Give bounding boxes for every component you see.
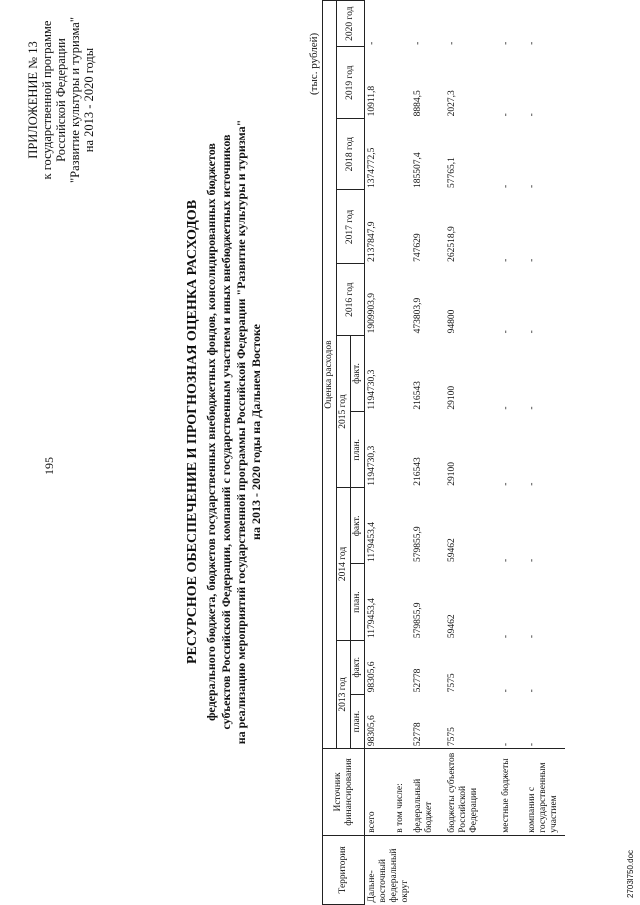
value-cell: 579855,9 [412,602,423,639]
value-cell: - [526,743,537,747]
source-cell: местные бюджеты [499,749,525,836]
value-cell: 262518,9 [446,226,457,262]
value-cell [393,118,411,190]
value-cell: - [526,558,537,562]
value-cell: - [526,406,537,410]
value-cell: - [526,330,537,334]
value-cell: - [500,482,511,486]
value-cell: 216543 [412,457,423,486]
table-row [525,1,565,905]
source-cell: в том числе: [393,749,411,836]
document-title: РЕСУРСНОЕ ОБЕСПЕЧЕНИЕ И ПРОГНОЗНАЯ ОЦЕНКА РАСХОДОВ [185,199,200,665]
value-cell: - [367,41,377,45]
header-year-2018: 2018 год [337,118,365,190]
header-year-2020: 2020 год [337,1,365,47]
value-cell: - [526,258,537,262]
value-cell: 1909903,9 [367,293,377,334]
value-cell: 2027,3 [446,90,457,117]
value-cell: 1194730,3 [367,369,377,410]
value-cell: - [500,689,511,693]
header-fact: факт. [351,488,365,564]
value-cell: 57765,1 [446,157,457,188]
header-year-2015: 2015 год [337,335,351,487]
subtitle-line: федерального бюджета, бюджетов государственных внебюджетных фондов, консолидированных бюджетов [204,143,218,721]
value-cell: 1374772,5 [367,147,377,188]
table-row [365,1,393,905]
subtitle-line: на 2013 - 2020 годы на Дальнем Востоке [249,324,263,540]
appendix-line: к государственной программе [40,20,54,180]
header-year-2016: 2016 год [337,264,365,336]
value-cell: - [446,41,457,45]
appendix-block [26,0,96,200]
value-cell: 185507,4 [412,152,423,188]
appendix-line: "Развитие культуры и туризма" [68,17,82,183]
value-cell: 473803,9 [412,297,423,334]
value-cell: - [526,184,537,188]
header-plan: план. [351,412,365,488]
value-cell: - [500,41,511,45]
source-cell: бюджеты субъектов Российской Федерации [445,749,499,836]
header-fact: факт. [351,335,365,411]
value-cell [393,488,411,564]
value-cell: 94800 [446,309,457,334]
value-cell [393,1,411,47]
header-fact: факт. [351,640,365,694]
header-year-2017: 2017 год [337,190,365,264]
value-cell: 747629 [412,233,423,262]
appendix-line: на 2013 - 2020 годы [82,47,96,153]
table-row [411,1,445,905]
value-cell [393,694,411,748]
value-cell: 579855,9 [412,526,423,562]
source-cell: компании с государственным участием [525,749,565,836]
subtitle-line: субъектов Российской Федерации, компаний с государственным участием и иных внебюджетных источников [219,134,233,730]
header-year-2014: 2014 год [337,488,351,640]
value-cell: 216543 [412,381,423,410]
value-cell: - [526,41,537,45]
value-cell: 1194730,3 [367,445,377,486]
appendix-line: Российской Федерации [54,38,68,162]
header-territory: Территория [323,835,365,904]
value-cell: - [412,41,423,45]
value-cell: 1179453,4 [367,598,377,639]
value-cell: - [500,406,511,410]
value-cell: - [500,743,511,747]
header-source: Источник финансирования [323,749,365,836]
value-cell: 52778 [412,722,423,747]
value-cell: 2137847,9 [367,221,377,262]
appendix-line: ПРИЛОЖЕНИЕ № 13 [26,41,40,159]
page-number: 195 [42,457,56,475]
value-cell [393,564,411,640]
value-cell: - [500,635,511,639]
value-cell: 10911,8 [367,85,377,117]
value-cell: - [526,113,537,117]
header-plan: план. [351,694,365,748]
value-cell: 59462 [446,614,457,639]
source-cell: всего [365,749,393,836]
value-cell [393,47,411,119]
value-cell: - [500,330,511,334]
value-cell: 98305,6 [367,661,377,693]
source-cell: федеральный бюджет [411,749,445,836]
header-year-2013: 2013 год [337,640,351,749]
value-cell: 98305,6 [367,715,377,747]
value-cell: - [500,184,511,188]
value-cell: 1179453,4 [367,521,377,562]
value-cell [393,335,411,411]
value-cell [393,264,411,336]
table-row [393,1,411,905]
value-cell: 8884,5 [412,90,423,117]
value-cell [393,412,411,488]
value-cell: 7575 [446,727,457,747]
territory-cell: Дальне-восточный федеральный округ [365,835,565,904]
value-cell: 52778 [412,668,423,693]
value-cell: 59462 [446,538,457,562]
value-cell: 7575 [446,673,457,693]
header-plan: план. [351,564,365,640]
header-year-2019: 2019 год [337,47,365,119]
units-label: (тыс. рублей) [308,32,320,95]
document-id: 2703l750.doc [626,849,635,898]
value-cell [393,190,411,264]
value-cell [393,640,411,694]
value-cell: - [526,635,537,639]
value-cell: - [500,558,511,562]
table-row [499,1,525,905]
value-cell: - [526,482,537,486]
value-cell: - [500,258,511,262]
document-subtitle [204,87,264,777]
value-cell: - [500,113,511,117]
resources-table [322,0,565,905]
value-cell: - [526,689,537,693]
table-row [445,1,499,905]
value-cell: 29100 [446,385,457,410]
subtitle-line: на реализацию мероприятий государственной программы Российской Федерации "Развитие культуры и туризма" [234,119,248,745]
value-cell: 29100 [446,462,457,486]
header-estimate: Оценка расходов [323,1,337,749]
